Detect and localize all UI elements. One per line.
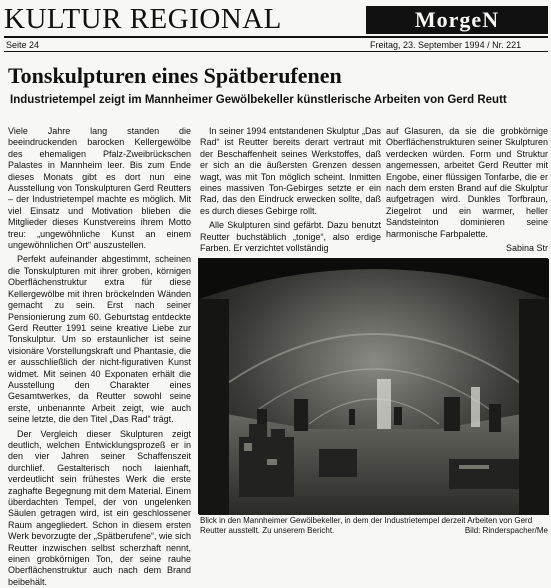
paragraph: Perfekt aufeinander abgestimmt, scheinen die Tonskulpturen mit ihrer groben, körnigen Oberflächenstruktur extra für diese Kellergewölbe mit ihren bröckelnden Wänden gemacht zu sein. Erst nach seiner Pensionierung zum 60. Geburtstag entdeckte Gerd Reutter 1991 seine kreative Liebe zur Tonskulptur. Um so erstaunlicher ist seine visionäre Vorstellungskraft und Phantasie, die er ausschließlich der nicht-figurativen Kunst widmet. Mit seinen 40 Exponaten erhält die Ausstellung den Charakter eines Gesamtwerkes, da Reutter sowohl seine erste, unbenannte Arbeit zeigt, wie auch seine letzte, die den Titel „Das Rad“ trägt. (8, 254, 191, 425)
article-column-2 (200, 126, 381, 256)
exhibition-photo (198, 258, 548, 514)
article-headline: Tonskulpturen eines Spätberufenen (8, 63, 342, 88)
article-column-1 (8, 126, 191, 587)
paragraph: Der Vergleich dieser Skulpturen zeigt deutlich, welchen Entwicklungsprozeß er in den vier Jahren seiner Schaffenszeit durchlief. Gestalterisch noch laienhaft, verdeutlicht sein frühestes Werk die erste zaghafte Begegnung mit dem Material. Einem überdachten Tempel, der von ungelenken Säulen getragen wird, ist ein geschlossener Raum angegliedert. Schon in diesem ersten Werk bevorzugte der „Spätberufene“, wie sich Reutter inzwischen selbst scherzhaft nennt, einen grobkörnigen Ton, der seine rauhe Oberflächenstruktur auch nach dem Brand beibehält. (8, 428, 191, 587)
newspaper-masthead: MorgeN (366, 6, 548, 34)
paragraph: Alle Skulpturen sind gefärbt. Dazu benutzt Reutter buchstäblich „tonige“, also erdige Farben. Er verzichtet vollständig (200, 220, 381, 254)
page-number: Seite 24 (6, 40, 40, 50)
article-column-3 (386, 126, 548, 260)
paragraph: In seiner 1994 entstandenen Skulptur „Das Rad“ ist Reutter bereits derart vertraut mit der Beschaffenheit seines Werkstoffes, daß er sich an die äußersten Grenzen dessen wagt, was mit Ton möglich scheint. Inmitten eines massiven Ton-Gebirges setzte er ein Rad, das den Eindruck erwecken sollte, daß es durch dieses Gebirge rollt. (200, 126, 381, 216)
author-credit: Sabina Str (505, 243, 548, 254)
issue-date: Freitag, 23. September 1994 / Nr. 221 (370, 40, 522, 50)
dateline-rule (4, 51, 548, 52)
header-rule (4, 36, 548, 38)
section-title: KULTUR REGIONAL (4, 3, 282, 35)
caption-text: Blick in den Mannheimer Gewölbekeller, in dem der Industrietempel derzeit Arbeiten von Gerd Reutter ausstellt. Zu unserem Bericht. (200, 516, 533, 535)
photo-caption (200, 516, 548, 536)
article-subheadline: Industrietempel zeigt im Mannheimer Gewölbekeller künstlerische Arbeiten von Gerd Reutt (10, 94, 507, 106)
paragraph: Viele Jahre lang standen die beeindruckenden barocken Kellergewölbe des ehemaligen Pfalz-Zweibrückschen Palastes in Mannheim leer. Bis zum Ende dieses Monats gibt es dort nun eine Ausstellung von Tonskulpturen Gerd Reutters – der Industrietempel machte es möglich. Mit viel Einsatz und Motivation blieben die Mitglieder dieses Kunstvereins ihrem Motto treu: „ungewöhnliche Kunst an einem ungewöhnlichen Ort“ auszustellen. (8, 126, 191, 251)
paragraph: auf Glasuren, da sie die grobkörnige Oberflächenstrukturen seiner Skulpturen verdecken würden. Form und Struktur angemessen, arbeitet Gerd Reutter mit Engobe, einer flüssigen Tonfarbe, die er nach dem ersten Brand auf die Skulptur aufgetragen wird. Dunkles Torfbraun, Ziegelrot und ein warmer, heller Sandsteinton dominieren seine harmonische Farbpalette. (386, 126, 548, 239)
photo-credit: Bild: Rinderspacher/Me (464, 526, 548, 535)
